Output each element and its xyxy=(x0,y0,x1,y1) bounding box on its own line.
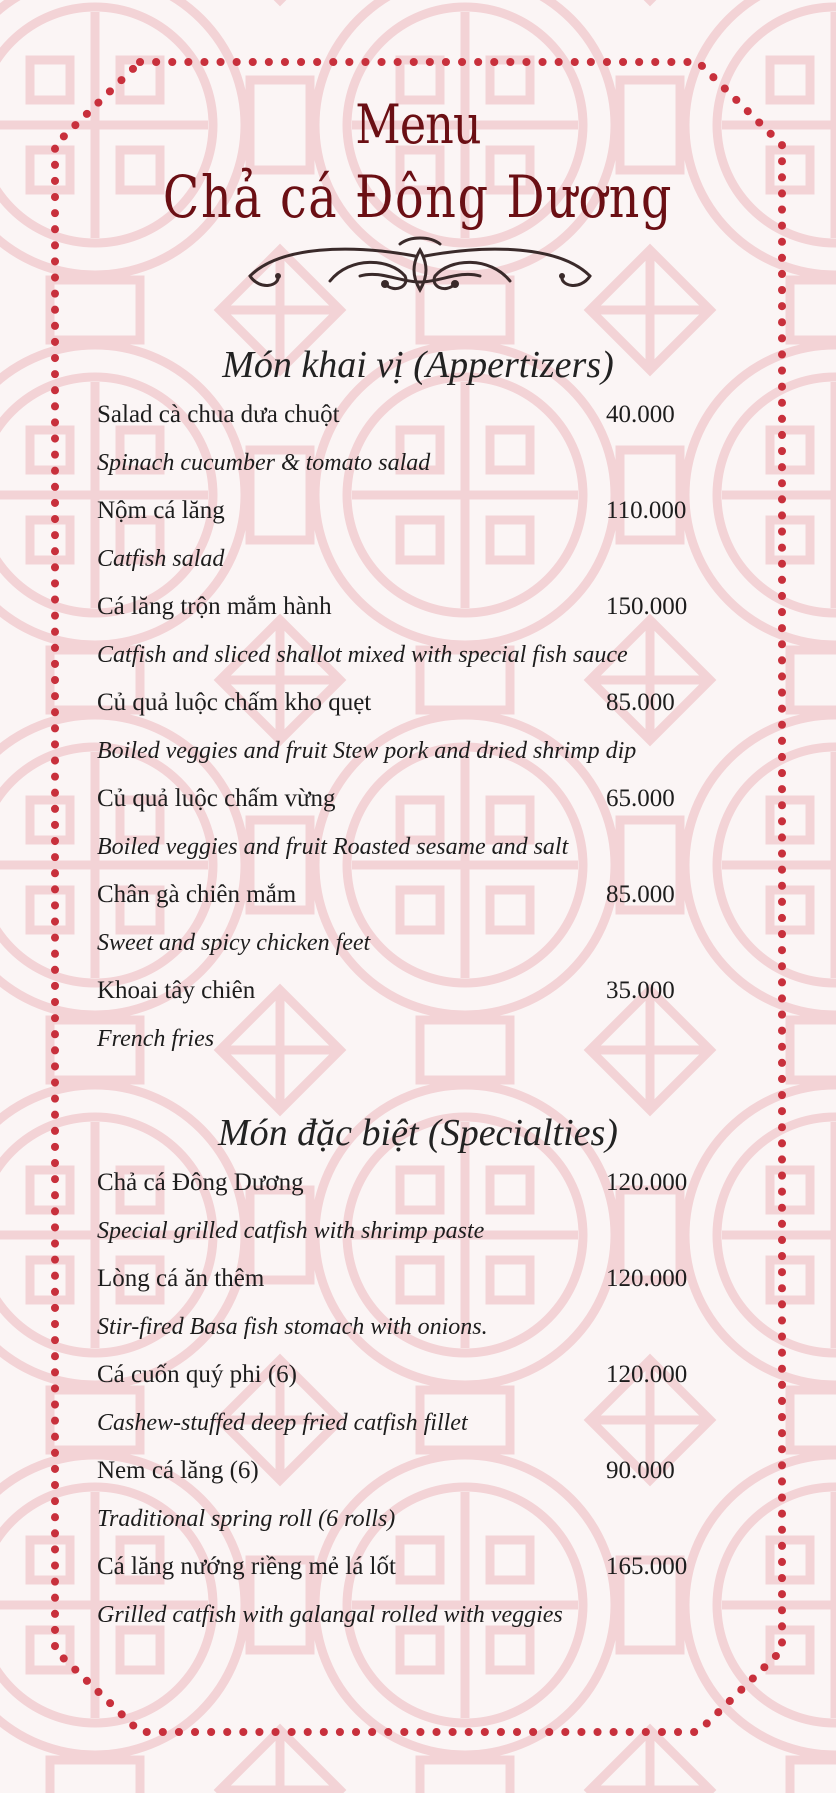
item-description: Spinach cucumber & tomato salad xyxy=(97,450,431,476)
menu-item xyxy=(97,976,737,1016)
item-name: Cá lăng nướng riềng mẻ lá lốt xyxy=(97,1553,396,1580)
item-price: 165.000 xyxy=(606,1553,688,1580)
restaurant-name: Chả cá Đông Dương xyxy=(162,163,674,231)
item-price: 150.000 xyxy=(606,593,688,620)
menu-item xyxy=(97,1264,737,1304)
item-price: 85.000 xyxy=(606,881,675,908)
item-price: 85.000 xyxy=(606,689,675,716)
menu-item xyxy=(97,1456,737,1496)
menu-item xyxy=(97,1168,737,1208)
menu-item xyxy=(97,784,737,824)
item-price: 65.000 xyxy=(606,785,675,812)
item-name: Cá cuốn quý phi (6) xyxy=(97,1361,297,1388)
item-name: Chả cá Đông Dương xyxy=(97,1169,304,1196)
item-description: Catfish and sliced shallot mixed with special fish sauce xyxy=(97,642,628,668)
item-description: Cashew-stuffed deep fried catfish fillet xyxy=(97,1410,468,1436)
item-description: Special grilled catfish with shrimp paste xyxy=(97,1218,485,1244)
item-price: 35.000 xyxy=(606,977,675,1004)
menu-item xyxy=(97,1360,737,1400)
item-description: Traditional spring roll (6 rolls) xyxy=(97,1506,396,1532)
item-price: 120.000 xyxy=(606,1169,688,1196)
appetizers-section-title: Món khai vị (Appertizers) xyxy=(222,344,614,386)
item-name: Lòng cá ăn thêm xyxy=(97,1265,265,1292)
item-name: Nem cá lăng (6) xyxy=(97,1457,259,1484)
menu-item xyxy=(97,496,737,536)
specialties-section-title: Món đặc biệt (Specialties) xyxy=(218,1112,618,1154)
item-name: Nộm cá lăng xyxy=(97,497,225,524)
item-description: Sweet and spicy chicken feet xyxy=(97,930,371,956)
flourish-ornament xyxy=(240,236,600,302)
item-name: Củ quả luộc chấm kho quẹt xyxy=(97,689,372,716)
menu-item xyxy=(97,880,737,920)
menu-item xyxy=(97,400,737,440)
item-description: Boiled veggies and fruit Roasted sesame and salt xyxy=(97,834,569,860)
item-price: 120.000 xyxy=(606,1361,688,1388)
item-name: Chân gà chiên mắm xyxy=(97,881,297,908)
item-description: Catfish salad xyxy=(97,546,225,572)
item-price: 90.000 xyxy=(606,1457,675,1484)
menu-title: Menu xyxy=(355,93,481,156)
menu-item xyxy=(97,1552,737,1592)
menu-item xyxy=(97,688,737,728)
item-name: Củ quả luộc chấm vừng xyxy=(97,785,336,812)
menu-item xyxy=(97,592,737,632)
item-description: Stir-fired Basa fish stomach with onions. xyxy=(97,1314,488,1340)
item-description: Grilled catfish with galangal rolled with veggies xyxy=(97,1602,563,1628)
item-price: 120.000 xyxy=(606,1265,688,1292)
item-price: 110.000 xyxy=(606,497,687,524)
item-description: Boiled veggies and fruit Stew pork and dried shrimp dip xyxy=(97,738,637,764)
item-name: Cá lăng trộn mắm hành xyxy=(97,593,332,620)
item-description: French fries xyxy=(97,1026,215,1052)
item-price: 40.000 xyxy=(606,401,675,428)
item-name: Salad cà chua dưa chuột xyxy=(97,401,340,428)
item-name: Khoai tây chiên xyxy=(97,977,256,1004)
